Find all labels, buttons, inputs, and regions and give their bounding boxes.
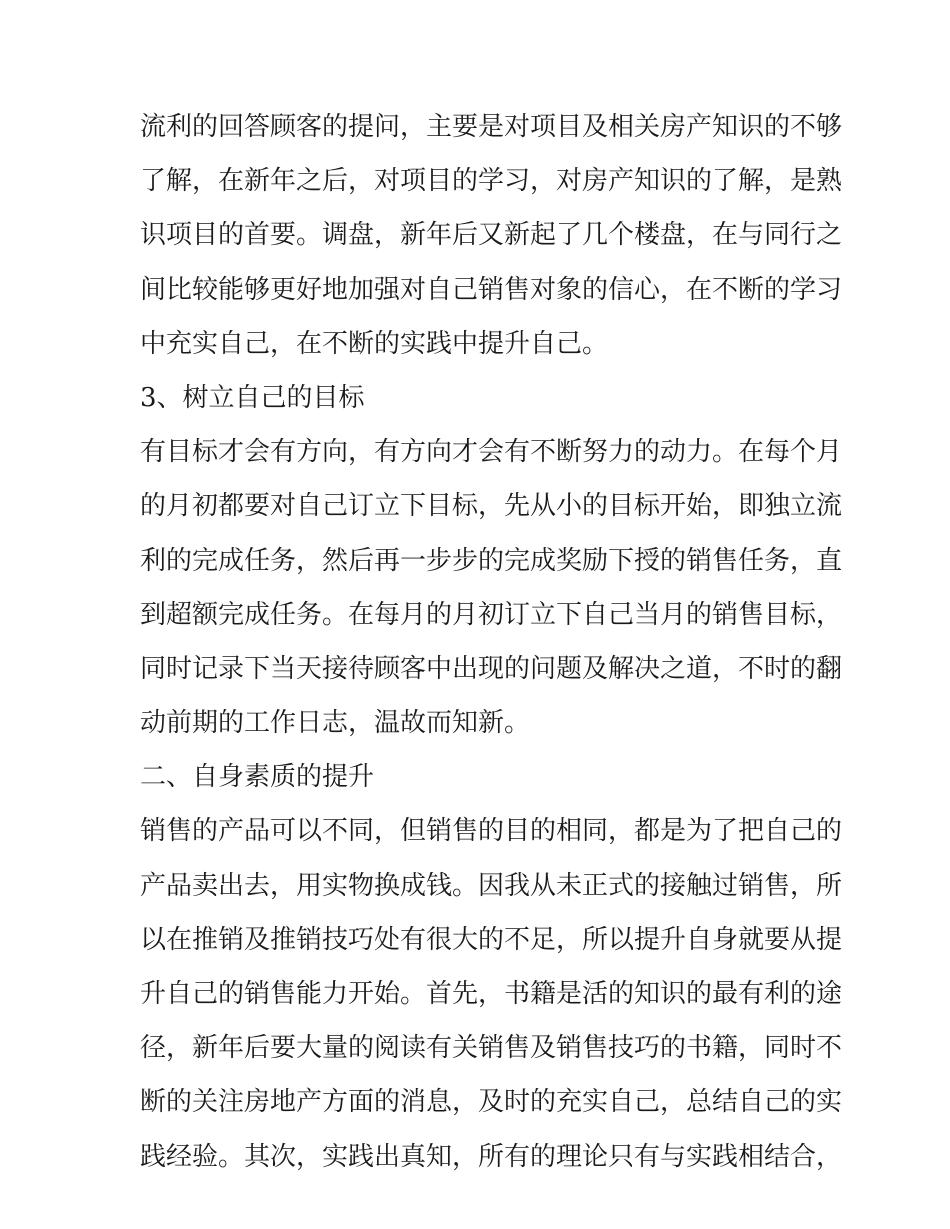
text-line: 径，新年后要大量的阅读有关销售及销售技巧的书籍，同时不 xyxy=(140,1033,843,1064)
document-body xyxy=(140,100,843,1184)
text-line: 产品卖出去，用实物换成钱。因我从未正式的接触过销售，所 xyxy=(140,870,843,901)
text-line: 践经验。其次，实践出真知，所有的理论只有与实践相结合， xyxy=(140,1141,843,1172)
text-line: 以在推销及推销技巧处有很大的不足，所以提升自身就要从提 xyxy=(140,924,843,955)
text-line: 动前期的工作日志，温故而知新。 xyxy=(140,708,531,739)
section-heading: 二、自身素质的提升 xyxy=(140,762,375,793)
section-heading: 3、树立自己的目标 xyxy=(140,382,365,413)
text-line: 升自己的销售能力开始。首先，书籍是活的知识的最有利的途 xyxy=(140,979,843,1009)
text-line: 了解，在新年之后，对项目的学习，对房产知识的了解，是熟 xyxy=(140,166,843,197)
text-line: 间比较能够更好地加强对自己销售对象的信心，在不断的学习 xyxy=(140,274,843,305)
text-line: 识项目的首要。调盘，新年后又新起了几个楼盘，在与同行之 xyxy=(140,220,843,251)
text-line: 的月初都要对自己订立下目标，先从小的目标开始，即独立流 xyxy=(140,491,843,522)
text-line: 断的关注房地产方面的消息，及时的充实自己，总结自己的实 xyxy=(140,1087,843,1118)
text-line: 流利的回答顾客的提问，主要是对项目及相关房产知识的不够 xyxy=(140,112,843,142)
text-line: 有目标才会有方向，有方向才会有不断努力的动力。在每个月 xyxy=(140,437,843,468)
text-line: 销售的产品可以不同，但销售的目的相同，都是为了把自己的 xyxy=(140,816,843,847)
text-line: 中充实自己，在不断的实践中提升自己。 xyxy=(140,328,609,359)
text-line: 到超额完成任务。在每月的月初订立下自己当月的销售目标， xyxy=(140,599,843,630)
text-line: 利的完成任务，然后再一步步的完成奖励下授的销售任务，直 xyxy=(140,545,843,576)
text-line: 同时记录下当天接待顾客中出现的问题及解决之道，不时的翻 xyxy=(140,653,843,684)
